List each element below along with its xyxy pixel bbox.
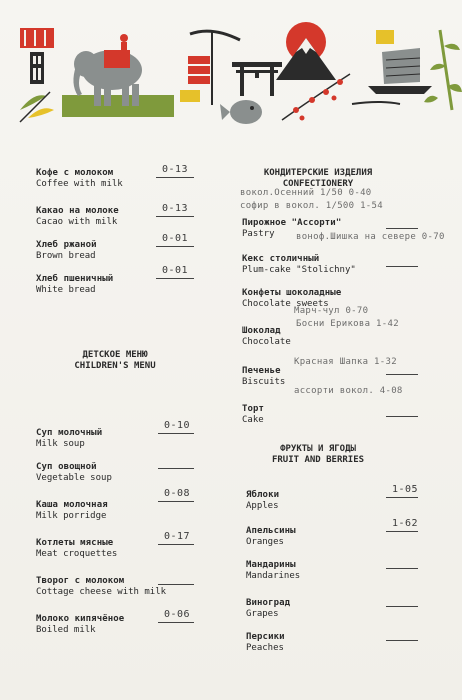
confectionery-heading — [238, 168, 398, 190]
list-item — [36, 576, 166, 598]
item-name-ru: Виноград — [246, 598, 291, 608]
junk-boat-icon — [352, 30, 432, 104]
heading-ru: ФРУКТЫ И ЯГОДЫ — [280, 444, 356, 454]
typed-price-line: ассорти вокол. 4-08 — [294, 386, 403, 396]
price-line — [386, 228, 418, 229]
list-item — [246, 490, 279, 512]
heading-en: CONFECTIONERY — [282, 179, 354, 189]
price-line — [386, 640, 418, 641]
fruit-heading — [248, 444, 388, 466]
price-line — [386, 606, 418, 607]
typed-price-line: воноф.Шишка на севере 0-70 — [296, 232, 445, 242]
pagoda-icon — [30, 52, 44, 84]
cherry-blossom-icon — [282, 74, 350, 121]
price-line — [158, 433, 194, 434]
item-name-ru: Яблоки — [246, 490, 280, 500]
price-line — [386, 568, 418, 569]
item-name-ru: Печенье — [242, 366, 281, 376]
item-name-en: Apples — [246, 501, 279, 511]
item-name-ru: Апельсины — [246, 526, 296, 536]
item-price: 0-10 — [164, 420, 191, 431]
typed-price-line: софир в вокол. 1/500 1-54 — [240, 201, 383, 211]
item-name-en: Plum-cake "Stolichny" — [242, 265, 356, 275]
children-menu-heading — [40, 350, 190, 372]
item-price: 0-06 — [164, 609, 191, 620]
heading-en: FRUIT AND BERRIES — [271, 455, 365, 465]
item-name-ru: Кофе с молоком — [36, 168, 114, 178]
price-line — [158, 468, 194, 469]
list-item — [246, 598, 290, 620]
price-line — [386, 374, 418, 375]
list-item — [242, 326, 291, 348]
item-price: 1-05 — [392, 484, 419, 495]
price-line — [156, 177, 194, 178]
item-name-ru: Каша молочная — [36, 500, 108, 510]
list-item — [242, 254, 356, 276]
item-name-en: Meat croquettes — [36, 549, 118, 559]
heading-ru: ДЕТСКОЕ МЕНЮ — [82, 350, 148, 360]
list-item — [242, 404, 264, 426]
item-name-en: Pastry — [242, 229, 275, 239]
list-item — [246, 526, 296, 548]
item-name-en: Peaches — [246, 643, 284, 653]
green-block-icon — [62, 95, 174, 117]
item-name-en: Mandarines — [246, 571, 301, 581]
price-line — [158, 622, 194, 623]
price-line — [156, 246, 194, 247]
typed-price-line: вокол.Осенний 1/50 0-40 — [240, 188, 372, 198]
price-line — [158, 544, 194, 545]
item-name-en: Chocolate — [242, 337, 291, 347]
item-name-en: Brown bread — [36, 251, 96, 261]
list-item — [36, 168, 123, 190]
item-price: 0-13 — [162, 203, 189, 214]
item-name-ru: Котлеты мясные — [36, 538, 114, 548]
price-line — [386, 531, 418, 532]
header-illustration — [0, 0, 462, 140]
typed-price-line: Босни Ерикова 1-42 — [296, 319, 399, 329]
item-price: 0-01 — [162, 233, 189, 244]
item-name-ru: Суп молочный — [36, 428, 103, 438]
yellow-flag-icon — [180, 90, 200, 102]
item-name-en: Oranges — [246, 537, 284, 547]
bamboo-icon — [424, 30, 462, 110]
torii-gate-icon — [232, 62, 282, 96]
item-name-ru: Молоко кипячёное — [36, 614, 125, 624]
item-name-ru: Суп овощной — [36, 462, 97, 472]
price-line — [386, 416, 418, 417]
item-name-en: Cacao with milk — [36, 217, 118, 227]
item-name-ru: Творог с молоком — [36, 576, 125, 586]
item-name-ru: Кекс столичный — [242, 254, 320, 264]
mountain-sun-icon — [276, 22, 336, 80]
list-item — [36, 428, 102, 450]
typed-price-line: Красная Шапка 1-32 — [294, 357, 397, 367]
list-item — [246, 632, 285, 654]
item-price: 0-17 — [164, 531, 191, 542]
list-item — [246, 560, 300, 582]
price-line — [158, 501, 194, 502]
item-name-ru: Мандарины — [246, 560, 296, 570]
item-name-en: Cottage cheese with milk — [36, 587, 167, 597]
item-name-en: Biscuits — [242, 377, 286, 387]
item-name-ru: Какао на молоке — [36, 206, 119, 216]
item-name-ru: Конфеты шоколадные — [242, 288, 342, 298]
item-name-en: Coffee with milk — [36, 179, 123, 189]
list-item — [36, 206, 119, 228]
price-line — [156, 278, 194, 279]
heading-en: CHILDREN'S MENU — [74, 361, 156, 371]
item-name-ru: Хлеб ржаной — [36, 240, 97, 250]
item-name-ru: Пирожное "Ассорти" — [242, 218, 342, 228]
item-name-en: Vegetable soup — [36, 473, 112, 483]
list-item — [36, 240, 97, 262]
item-name-ru: Хлеб пшеничный — [36, 274, 114, 284]
price-line — [386, 497, 418, 498]
list-item — [36, 614, 124, 636]
item-price: 0-01 — [162, 265, 189, 276]
item-name-ru: Шоколад — [242, 326, 281, 336]
item-price: 1-62 — [392, 518, 419, 529]
list-item — [242, 366, 285, 388]
typed-price-line: Марч-чул 0-70 — [294, 306, 369, 316]
item-name-en: Cake — [242, 415, 264, 425]
leaf-icon — [20, 92, 54, 122]
fish-icon — [220, 100, 262, 124]
list-item — [36, 538, 117, 560]
item-name-en: Milk soup — [36, 439, 85, 449]
price-line — [158, 584, 194, 585]
list-item — [36, 500, 108, 522]
item-price: 0-08 — [164, 488, 191, 499]
item-name-ru: Персики — [246, 632, 285, 642]
item-name-en: Grapes — [246, 609, 279, 619]
item-name-en: Chocolate sweets — [242, 299, 329, 309]
item-name-en: Milk porridge — [36, 511, 107, 521]
list-item — [36, 462, 112, 484]
item-name-en: Boiled milk — [36, 625, 96, 635]
price-line — [386, 266, 418, 267]
item-price: 0-13 — [162, 164, 189, 175]
price-line — [156, 216, 194, 217]
item-name-ru: Торт — [242, 404, 265, 414]
list-item — [36, 274, 113, 296]
heading-ru: КОНДИТЕРСКИЕ ИЗДЕЛИЯ — [263, 168, 373, 178]
item-name-en: White bread — [36, 285, 96, 295]
